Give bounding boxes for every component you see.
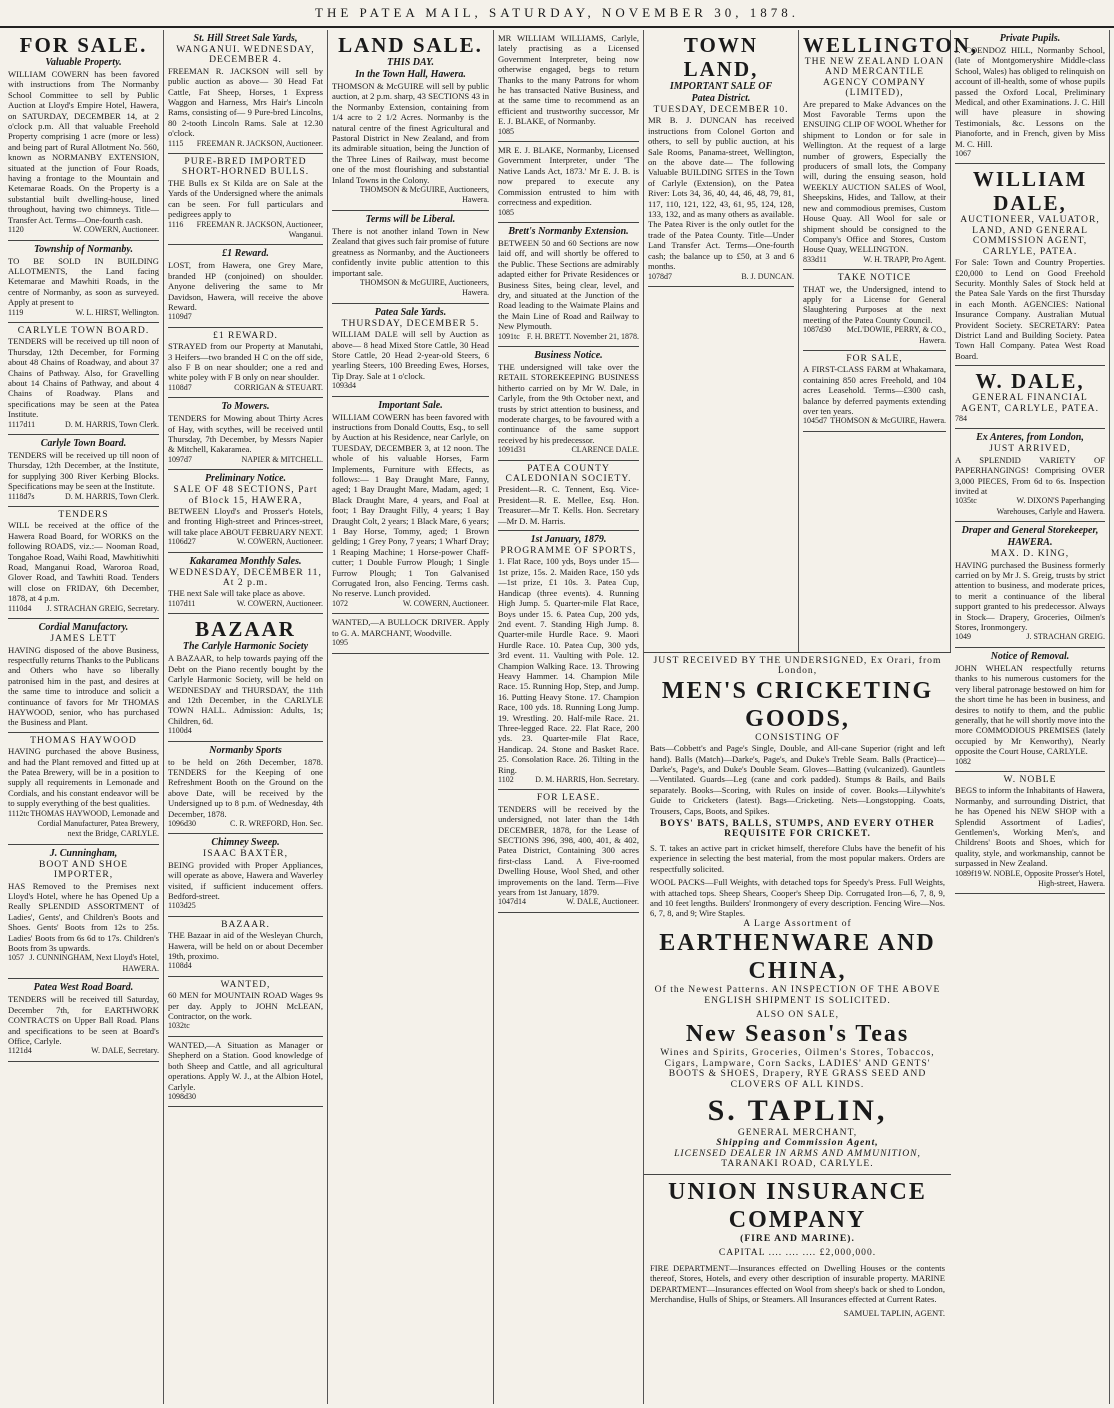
ad-body: TENDERS will be received up till noon of Thursday, 12th December, at the Institute, for supplying 300 River Kerbing Blocks. Specifications may be seen at the Institute.	[8, 450, 159, 492]
ad-heading: Important Sale.	[378, 399, 443, 411]
ad-heading: Patea West Road Board.	[33, 982, 134, 994]
insurance-capital: CAPITAL .... .... .... £2,000,000.	[718, 1247, 877, 1259]
insurance-title: UNION INSURANCE COMPANY	[668, 1179, 927, 1233]
ad-signature: W. COWERN, Auctioneer.	[236, 598, 323, 608]
taplin-role2: Shipping and Commission Agent,	[716, 1137, 879, 1149]
wool-packs: WOOL PACKS—Full Weights, with detached tops for Speedy's Press. Full Weights, with attached tops. Sheep Shears, Cooper's Sheep Dip. Corrugated Iron—6, 7, 8, 9, and 10 feet lengths. Builders' Ironmongery of every description. Fencing Wire—Nos. 6, 7, 8, and 9; Wire Staples.	[650, 877, 945, 919]
ad-body: A BAZAAR, to help towards paying off the Debt on the Piano recently bought by the Carlyle Harmonic Society, will be held on WEDNESDAY and THURSDAY, the 11th and 12th December, in the CARLYLE TOWN HALL. Admission: Adults, 1s; Children, 6d.	[168, 653, 323, 726]
ad-body: WANTED,—A BULLOCK DRIVER. Apply to G. A. MARCHANT, Woodville.	[332, 617, 489, 638]
advertisement	[168, 834, 323, 916]
advertisement	[168, 398, 323, 470]
ad-caps-line: TUESDAY, DECEMBER 10.	[653, 104, 789, 115]
advertisement	[332, 397, 489, 615]
ad-reference-number: 1119	[8, 307, 24, 317]
ad-body: BEGS to inform the Inhabitants of Hawera, Normanby, and surrounding District, that he has Opened his NEW SHOP with a Splendid Assortment of Ladies', Gentlemen's, Working Men's, and Childrens' Boots and Shoes, which for quality, style, and workmanship, cannot be surpassed in New Zealand.	[955, 785, 1105, 869]
advertisement	[955, 429, 1105, 522]
column-1	[4, 30, 164, 1404]
ad-reference-number: 1093d4	[332, 381, 356, 391]
ad-reference-number: 1067	[955, 149, 971, 159]
ad-subtitle: THIS DAY.	[386, 57, 435, 68]
ad-title: FOR SALE.	[19, 33, 148, 57]
advertisement	[803, 270, 946, 351]
ad-body: For Sale: Town and Country Properties. £20,000 to Lend on Good Freehold Security. Monthly Sales of Stock held at the Patea Sale Yards on the first Thursday in each Month. AGENCIES: National Insurance Company. Australian Mutual Provident Society. SECRETARY: Patea District Land and Building Society. Patea Town Hall Company. Patea West Road Board.	[955, 257, 1105, 361]
column-5	[644, 30, 799, 652]
ad-body: THE Bazaar in aid of the Wesleyan Church, Hawera, will be held on or about December 19th, proximo.	[168, 930, 323, 962]
advertisement	[168, 614, 323, 741]
ad-body: President—R. C. Tennent, Esq. Vice-President—R. E. Mellee, Esq. Hon. Treasurer—Mr T. Kells. Hon. Secretary—Mr D. M. Harris.	[498, 484, 639, 526]
ad-body: There is not another inland Town in New Zealand that gives such fair promise of future greatness as Normanby, and the Auctioneers confidently invite public attention to this important sale.	[332, 225, 489, 278]
ad-caps-line: ISAAC BAXTER,	[203, 848, 288, 860]
ad-body: TENDERS will be received up till noon of Thursday, 12th December, for Forming about 48 Chains of Roadway, and about 37 Chains of Pathway. Also, for Gravelling about 14 Chains of Pathway, and about 4 Chains of Roadway. Plans and specifications may be seen at the Patea Institute.	[8, 336, 159, 420]
ad-subtitle: Ex Anteres, from London,	[976, 432, 1084, 444]
ad-reference-number: 1117d11	[8, 419, 36, 429]
cricket-pre: JUST RECEIVED BY THE UNDERSIGNED, Ex Orari, from London,	[653, 655, 942, 677]
union-insurance-ad	[644, 1174, 951, 1404]
ad-heading: Normanby Sports	[209, 744, 282, 756]
cricket-items: Bats—Cobbett's and Page's Single, Double, and All-cane Superior (right and left hand). Balls (Match)—Darke's, Page's, and Duke's Treble Seam. Balls (Practice)—Darke's, Page's, and Duke's Double Seam. Gloves—Batting (vulcanized). Gauntlets—Ventilated. Guards—Leg (cane and cork padded). Stumps & Bails, and Bails separately. Books—Scoring, with Rules on inside of cover. Books—Lilywhite's Guide to Cricketers (latest). Bags—Cricketing. Nets—Longstopping. Coats, Trousers, Caps, Boots, and Spikes.	[650, 743, 945, 816]
ad-heading: Terms will be Liberal.	[365, 213, 456, 225]
ad-body: JOHN WHELAN respectfully returns thanks to his numerous customers for the very liberal patronage bestowed on him for the short time he has been in business, and desires to notify to them, and the public generally, that he will shortly move into the more COMMODIOUS PREMISES (lately occupied by Mr Kenworthy), Nearly opposite the Court House, CARLYLE.	[955, 662, 1105, 757]
ad-signature: W. DALE, Auctioneer.	[566, 897, 639, 907]
ad-heading: J. Cunningham,	[49, 847, 118, 859]
ad-signature: CLARENCE DALE.	[571, 445, 639, 455]
ad-signature: F. H. BRETT. November 21, 1878.	[526, 331, 639, 341]
advertisement	[168, 977, 323, 1037]
ad-body: BEING provided with Proper Appliances, will operate as above, Hawera and Waverley visited, if sufficient inducement offers. Bedford-street.	[168, 859, 323, 901]
ad-signature: CORRIGAN & STEUART.	[234, 382, 323, 392]
ad-signature: W. COWERN, Auctioneer.	[402, 598, 489, 608]
ad-signature: W. COWERN, Auctioneer.	[72, 225, 159, 235]
ad-caps-line: MAX. D. KING,	[990, 548, 1070, 560]
ad-body: MR E. J. BLAKE, Normanby, Licensed Government Interpreter, under 'The Native Lands Act, 1873.' Mr E. J. B. is now prepared to execute any Commission entrusted to him with correctness and expedition.	[498, 145, 639, 208]
column-4	[494, 30, 644, 1404]
advertisement	[955, 648, 1105, 772]
ad-footer	[955, 757, 1105, 767]
ad-reference-number: 1078d7	[648, 271, 672, 281]
column-3	[328, 30, 494, 1404]
ad-body: HAVING purchased the above Business, and had the Plant removed and fitted up at the Patea Brewery, will be in a position to supply all requirements in Lemonade and Cordials, and his constant endeavor will be to supply everything of the best qualities.	[8, 746, 159, 809]
ad-signature: THOMSON & McGUIRE, Auctioneers, Hawera.	[359, 277, 489, 298]
ad-body: WILLIAM COWERN has been favored with instructions from The Normanby School Committee to sell by Public Auction at Lloyd's Empire Hotel, Hawera, on SATURDAY, DECEMBER 14, at 2 o'clock p.m. All that valuable Freehold Property comprising 1 acre (more or less) and being part of Rural Allotment No. 560, known as NORMANBY EXTENSION, situated at the junction of Four Roads, having a frontage to the Mountain and Ketemarae Roads. On the Property is a substantial built dwelling-house, lined throughout, having two chimneys. Title—Transfer Act. Terms—One-fourth cash.	[8, 69, 159, 225]
ad-heading: Patea District.	[691, 93, 751, 104]
ad-reference-number: 784	[955, 413, 967, 423]
ad-reference-number: 1118d7s	[8, 491, 35, 501]
ad-signature: D. M. HARRIS, Town Clerk.	[65, 491, 159, 501]
ad-reference-number: 1098d30	[168, 1091, 196, 1101]
advertisement	[168, 553, 323, 615]
ad-caps-line: PURE-BRED IMPORTED SHORT-HORNED BULLS.	[181, 156, 310, 178]
advertisement	[498, 531, 639, 790]
ad-caps-line: TENDERS	[58, 509, 109, 521]
ad-body: WILLIAM COWERN has been favored with instructions from Donald Coutts, Esq., to sell by Auction at his Residence, near Carlyle, on TUESDAY, DECEMBER 3, at 12 noon. The whole of his valuable Horses, Farm Implements, Furniture with Effects, as follows:— 1 Bay Draught Mare, Fanny, aged; 1 Bay Draught Mare, Madam, aged; 1 Black Draught Mare, 4 years, and Foal at foot; 1 Bay Draught Filly, 4 years; 1 Bay Draught Colt, 2 years; 1 Black Mare, 6 years; 1 Bay Horse, Tommy, aged; 1 Brown gelding; 1 Grey Pony, 7 years; 1 Wharf Dray; 1 Reaping Machine; 1 Horse-power Chaff-cutter; 1 Double Furrow Plough; 1 Single Furrow Plough; 1 Ton Galvanised Corrugated Iron, also Fencing. Terms cash. No reserve. Lunch provided.	[332, 411, 489, 599]
ad-body: TO BE SOLD IN BUILDING ALLOTMENTS, the Land facing Ketemarae and Mawhiti Roads, in the centre of Normanby, as soon as surveyed. Apply at present to	[8, 255, 159, 308]
ad-reference-number: 1108d4	[168, 961, 192, 971]
ad-caps-line: SALE OF 48 SECTIONS, Part of Block 15, HAWERA,	[173, 484, 318, 506]
ad-heading: Private Pupils.	[999, 33, 1061, 44]
ad-signature: D. M. HARRIS, Town Clerk.	[65, 419, 159, 429]
ad-signature: W. DIXON'S Paperhanging Warehouses, Carlyle and Hawera.	[996, 496, 1105, 516]
ad-reference-number: 1115	[168, 138, 184, 148]
ad-signature: W. L. HIRST, Wellington.	[75, 307, 159, 317]
advertisement	[8, 241, 159, 323]
ad-body: J. COENDOZ HILL, Normanby School, (late of Montgomeryshire Middle-class School, Wales) has obliged to relinquish on account of ill-health, some of whose pupils passed the Oxford Local, Preliminary Medical, and other Examinations. J. C. Hill will have pleasure in showing Testimonials, &c. Lessons on the Pianoforte, and in French, given by Miss M. C. Hill.	[955, 45, 1105, 149]
ad-reference-number: 1121d4	[8, 1046, 32, 1056]
ad-body: THE Bulls ex St Kilda are on Sale at the Yards of the Undersigned where the animals can be seen. For full particulars and pedigrees apply to	[168, 177, 323, 220]
ad-footer	[332, 381, 489, 391]
ad-subtitle: The Carlyle Harmonic Society	[182, 641, 309, 653]
ad-body: WILLIAM DALE will sell by Auction as above— 8 head Mixed Store Cattle, 30 Head Store Cattle, 20 Head 2-year-old Steers, 6 yearling Steers, 100 Breeding Ewes, Horses, Tip Dray. Sale at 1 o'clock.	[332, 329, 489, 381]
ad-title: W. DALE,	[975, 369, 1085, 394]
ad-reference-number: 1072	[332, 598, 348, 608]
advertisement	[168, 742, 323, 835]
teas-pre: ALSO ON SALE,	[755, 1008, 840, 1020]
ad-body: FREEMAN R. JACKSON will sell by public auction as above— 30 Head Fat Cattle, Fat Sheep, Horses, 1 Express Waggon and Harness, Mrs Hair's Lincoln Rams, consisting of— 9 Pure-bred Lincolns, 80 2-tooth Lincoln Rams. Sale at 12.30 o'clock.	[168, 65, 323, 139]
ad-reference-number: 1049	[955, 632, 971, 642]
ad-footer	[168, 455, 323, 465]
advertisement	[955, 164, 1105, 366]
ad-caps-line: THE NEW ZEALAND LOAN AND MERCANTILE AGENCY COMPANY (LIMITED),	[804, 56, 945, 99]
ad-caps-line: WEDNESDAY, DECEMBER 11, At 2 p.m.	[169, 566, 322, 589]
ad-reference-number: 1085	[498, 207, 514, 217]
ad-heading: Township of Normanby.	[33, 243, 133, 255]
ad-body: THE undersigned will take over the RETAIL STOREKEEPING BUSINESS hitherto carried on by Mr W. Dale, in Carlyle, from the 9th October next, and trusts by strict attention to business, and moderate charges, to be favoured with a continuance of the same support received by his predecessor.	[498, 361, 639, 445]
ad-body: HAVING disposed of the above Business, respectfully returns Thanks to the Publicans and Others who have so liberally patronised him in the past, and desires at the same time to introduce and solicit a continuance of favors for Mr THOMAS HAYWOOD, senior, who has purchased the Business and Plant.	[8, 644, 159, 728]
ad-title: LAND SALE.	[338, 33, 483, 57]
ad-body: 60 MEN for MOUNTAIN ROAD Wages 9s per day. Apply to JOHN McLEAN, Contractor, on the work.	[168, 990, 323, 1022]
china-title: EARTHENWARE AND CHINA,	[659, 930, 936, 985]
ad-signature: W. H. TRAPP, Pro Agent.	[863, 254, 946, 264]
ad-footer	[168, 1021, 323, 1031]
ad-footer	[332, 638, 489, 648]
ad-heading: In the Town Hall, Hawera.	[355, 69, 466, 80]
advertisement	[168, 328, 323, 398]
masthead: THE PATEA MAIL, SATURDAY, NOVEMBER 30, 1878.	[0, 0, 1114, 28]
advertisement	[648, 30, 794, 287]
ad-title: WELLINGTON,	[803, 33, 979, 57]
advertisement	[8, 979, 159, 1061]
advertisement	[8, 733, 159, 845]
ad-body: TENDERS for Mowing about Thirty Acres of Hay, with scythes, will be received until Thursday, 7th December, by Messrs Napier & Mitchell, Kakaramea.	[168, 413, 323, 455]
ad-signature: THOMSON & McGUIRE, Hawera.	[830, 416, 946, 426]
ad-signature: FREEMAN R. JACKSON, Auctioneer, Wanganui.	[196, 219, 323, 239]
teas-sub: Wines and Spirits, Groceries, Oilmen's Stores, Tobaccos, Cigars, Lampware, Corn Sacks, LADIES' AND GENTS' BOOTS & SHOES, Drapery, RYE GRASS SEED AND CLOVERS OF ALL KINDS.	[660, 1047, 935, 1090]
advertisement	[498, 461, 639, 531]
ad-body: MR WILLIAM WILLIAMS, Carlyle, lately practising as a Licensed Government Interpreter, being now otherwise engaged, begs to return Thanks to the many Patrons for whom he has transacted Native Business, and at the same time to recommend as an efficient and trustworthy successor, Mr E. J. BLAKE, of Normanby.	[498, 33, 639, 127]
advertisement	[955, 522, 1105, 648]
column-2	[164, 30, 328, 1404]
ad-footer	[803, 416, 946, 426]
ad-body: BETWEEN Lloyd's and Prosser's Hotels, and fronting High-street and Princes-street, will take place ABOUT FEBRUARY NEXT.	[168, 506, 323, 537]
ad-body: A SPLENDID VARIETY OF PAPERHANGINGS! Comprising OVER 3,000 PIECES, From 6d to 6s. Inspection invited at	[955, 454, 1105, 496]
china-sub: Of the Newest Patterns. AN INSPECTION OF THE ABOVE ENGLISH SHIPMENT IS SOLICITED.	[654, 984, 941, 1006]
ad-reference-number: 1089f19	[955, 868, 982, 878]
ad-reference-number: 1108d7	[168, 382, 192, 392]
ad-footer	[648, 272, 794, 282]
ad-body: A FIRST-CLASS FARM at Whakamara, containing 850 acres Freehold, and 104 acres Leasehold. Terms—£300 cash, balance by deferred payments extending over ten years.	[803, 364, 946, 416]
ad-reference-number: 1100d4	[168, 726, 192, 736]
ad-caps-line: BOOT AND SHOE IMPORTER,	[38, 858, 129, 881]
ad-footer	[332, 278, 489, 299]
advertisement	[168, 1037, 323, 1107]
advertisement	[332, 614, 489, 653]
ad-signature: W. COWERN, Auctioneer.	[236, 537, 323, 547]
taplin-name: S. TAPLIN,	[707, 1093, 888, 1127]
ad-caps-line: W. NOBLE	[1003, 773, 1057, 785]
insurance-body: FIRE DEPARTMENT—Insurances effected on Dwelling Houses or the contents thereof, Stores, Hotels, and every other description of insurable property. MARINE DEPARTMENT—Insurances effected on Wool from sheep's back or shed to London, Merchandise, Hulls of Ships, or Steamers. All Insurances effected at Current Rates.	[650, 1262, 945, 1305]
ad-reference-number: 1110d4	[8, 603, 32, 613]
ad-signature: W. DALE, Secretary.	[91, 1046, 159, 1056]
ad-caps-line: JUST ARRIVED,	[989, 443, 1071, 455]
ad-footer	[498, 897, 639, 907]
ad-reference-number: 1045d7	[803, 416, 827, 426]
ad-title: WILLIAM DALE,	[972, 167, 1088, 216]
ad-footer	[168, 383, 323, 393]
ad-heading: Cordial Manufactory.	[38, 622, 129, 634]
ad-body: to be held on 26th December, 1878. TENDERS for the Keeping of one Refreshment Booth on the Ground on the above Date, will be received by the Undersigned up to 8 p.m. of Wednesday, 4th December, 1878.	[168, 756, 323, 819]
ad-reference-number: 1091tc	[498, 331, 520, 341]
ad-body: WANTED,—A Situation as Manager or Shepherd on a Station. Good knowledge of both Sheep and Cattle, and all agricultural operations. Apply W. J., at the Albion Hotel, Carlyle.	[168, 1039, 323, 1092]
advertisement	[332, 211, 489, 304]
ad-caps-line: FOR LEASE.	[536, 792, 601, 804]
ad-footer	[168, 139, 323, 149]
ad-subtitle: IMPORTANT SALE OF	[669, 81, 773, 92]
ad-signature: B. J. DUNCAN.	[741, 271, 794, 281]
advertisement	[498, 142, 639, 223]
ad-heading: Patea Sale Yards.	[374, 306, 447, 318]
ad-reference-number: 1109d7	[168, 312, 192, 322]
newspaper-page	[4, 30, 1110, 1404]
ad-reference-number: 1106d27	[168, 537, 196, 547]
ad-body: LOST, from Hawera, one Grey Mare, branded HP (conjoined) on shoulder. Anyone delivering the same to Mr Davidson, Hawera, will receive the above Reward.	[168, 260, 323, 312]
ad-signature: C. R. WREFORD, Hon. Sec.	[230, 818, 323, 828]
taplin-role: GENERAL MERCHANT,	[737, 1126, 858, 1138]
ad-heading: Chimney Sweep.	[211, 837, 280, 849]
ad-body: THOMSON & McGUIRE will sell by public auction, at 2 p.m. sharp, 43 SECTIONS 43 in the Normanby Extension, containing from 1/4 acre to 2 1/2 Acres. Normanby is the natural centre of the finest Agricultural and Pastoral District in New Zealand, and from its admirable situation, being the Junction of the Three Lines of Railway, must become one of the most flourishing and substantial Inland Towns in the Colony.	[332, 81, 489, 185]
ad-heading: Carlyle Town Board.	[40, 438, 127, 449]
ad-footer	[955, 869, 1105, 890]
ad-signature: W. NOBLE, Opposite Prosser's Hotel, High-street, Hawera.	[982, 868, 1105, 888]
ad-subtitle: Valuable Property.	[45, 57, 122, 68]
ad-body: STRAYED from our Property at Manutahi, 3 Heifers—two branded H C on the off side, also F B on near shoulder; one a red and white poley with F B only on near shoulder.	[168, 341, 323, 383]
ad-reference-number: 1103d25	[168, 901, 196, 911]
advertisement	[332, 304, 489, 397]
ad-footer	[955, 414, 1105, 424]
ad-reference-number: 1102	[498, 775, 514, 784]
ad-signature: THOMSON & McGUIRE, Auctioneers, Hawera.	[359, 185, 489, 205]
advertisement	[168, 30, 323, 154]
advertisement	[498, 223, 639, 347]
ad-signature: J. STRACHAN GREIG.	[1026, 632, 1105, 642]
ad-reference-number: 1082	[955, 756, 971, 766]
insurance-sub: (FIRE AND MARINE).	[740, 1233, 855, 1244]
ad-reference-number: 1032tc	[168, 1021, 190, 1031]
ad-caps-line: BAZAAR.	[221, 918, 270, 930]
advertisement	[8, 507, 159, 619]
ad-title: TOWN LAND,	[683, 33, 759, 81]
taplin-address: TARANAKI ROAD, CARLYLE.	[721, 1158, 874, 1170]
ad-subtitle: 1st January, 1879.	[530, 534, 607, 546]
advertisement	[498, 347, 639, 461]
insurance-signature: SAMUEL TAPLIN, AGENT.	[843, 1308, 945, 1319]
ad-footer	[168, 537, 323, 547]
ad-signature: NAPIER & MITCHELL.	[241, 454, 323, 464]
ad-signature: D. M. HARRIS, Hon. Secretary.	[535, 775, 639, 784]
advertisement	[332, 30, 489, 211]
ad-footer	[498, 775, 639, 785]
ad-reference-number: 1120	[8, 225, 24, 235]
ad-body: HAVING purchased the Business formerly carried on by Mr J. S. Greig, trusts by strict attention to business, and moderate prices, to merit a continuance of the liberal support granted to his predecessor. Always in Stock— Drapery, Groceries, Oilmen's Stores, Ironmongery.	[955, 559, 1105, 633]
ad-signature: J. STRACHAN GREIG, Secretary.	[46, 603, 159, 613]
ad-reference-number: 1095	[332, 638, 348, 648]
ad-signature: McL'DOWIE, PERRY, & CO., Hawera.	[846, 325, 946, 345]
advertisement	[8, 323, 159, 435]
ad-reference-number: 1047d14	[498, 897, 526, 907]
advertisement	[8, 30, 159, 241]
ad-caps-line: WANGANUI. WEDNESDAY, DECEMBER 4.	[176, 44, 315, 66]
ad-caps-line: JAMES LETT	[50, 633, 117, 645]
advertisement	[8, 435, 159, 507]
ad-footer	[8, 1046, 159, 1056]
ad-footer	[168, 819, 323, 829]
ad-footer	[8, 809, 159, 840]
ad-reference-number: 1087d30	[803, 325, 831, 335]
ad-caps-line: PROGRAMME OF SPORTS,	[500, 545, 637, 557]
ad-caps-line: WANTED,	[220, 978, 271, 990]
ad-footer	[955, 149, 1105, 159]
ad-heading: Kakaramea Monthly Sales.	[189, 555, 302, 567]
cricketing-goods-ad	[644, 652, 951, 1174]
ad-signature: J. CUNNINGHAM, Next Lloyd's Hotel, HAWERA.	[29, 953, 159, 973]
ad-reference-number: 1085	[498, 126, 514, 136]
ad-footer	[168, 726, 323, 736]
ad-caps-line: THURSDAY, DECEMBER 5.	[341, 317, 480, 329]
ad-footer	[8, 308, 159, 318]
ad-reference-number: 833d11	[803, 254, 827, 264]
ad-body: WILL be received at the office of the Hawera Road Board, for WORKS on the following ROADS, viz.:— Nooman Road, Tongahoe Road, Waihi Road, Mawhitiwhiti Road, Manganui Road, Waroroa Road, Glover Road, and Tawhiti Road. Tenders will close on FRIDAY, 6th December, 1878, at 4 p.m.	[8, 520, 159, 604]
ad-heading: Preliminary Notice.	[204, 473, 287, 485]
ad-footer	[168, 599, 323, 609]
ad-body: TENDERS will be received till Saturday, December 7th, for EARTHWORK CONTRACTS on Upper Ball Road. Plans and specifications to be seen at Board's Office, Carlyle.	[8, 994, 159, 1046]
ad-heading: Brett's Normanby Extension.	[508, 225, 629, 237]
ad-footer	[8, 420, 159, 430]
ad-heading: St. Hill Street Sale Yards,	[193, 33, 298, 44]
ad-body: BETWEEN 50 and 60 Sections are now laid off, and will shortly be offered to the Public. These Sections are admirably adapted either for Private Residences or Business Sites, being clear, level, and dry, and situated at the Junction of the Road leading to the Waimate Plains and the Main Line of Road and Railway to New Plymouth.	[498, 237, 639, 332]
ad-caps-line: CARLYLE TOWN BOARD.	[17, 324, 150, 336]
ad-footer	[498, 208, 639, 218]
ad-body: HAS Removed to the Premises next Lloyd's Hotel, where he has Opened Up a Really SPLENDID ASSORTMENT of Ladies', Gents', and Children's Boots and Shoes. Gents' Boots from 12s to 25s. Ladies' Boots from 6s 6d to 17s. Children's Boots from 3s upwards.	[8, 880, 159, 954]
ad-body: TENDERS will be received by the undersigned, not later than the 14th DECEMBER, 1878, for the Lease of SECTIONS 396, 398, 400, 401, & 402, Patea District, Containing 300 acres first-class Land. A Five-roomed Dwelling House, Wool Shed, and other improvements on the land. Term—Five years from 1st January, 1879.	[498, 803, 639, 898]
ad-footer	[168, 1092, 323, 1102]
ad-heading: Business Notice.	[534, 349, 603, 361]
advertisement	[955, 30, 1105, 164]
ad-footer	[168, 901, 323, 911]
ad-body: THAT we, the Undersigned, intend to apply for a License for General Slaughtering Purposes at the next meeting of the Patea County Council.	[803, 283, 946, 325]
advertisement	[168, 470, 323, 552]
ad-reference-number: 1097d7	[168, 454, 192, 464]
advertisement	[168, 154, 323, 245]
advertisement	[168, 245, 323, 327]
ad-reference-number: 1096d30	[168, 818, 196, 828]
ad-body: 1. Flat Race, 100 yds, Boys under 15—1st prize, 15s. 2. Maiden Race, 150 yds—1st prize, £1 10s. 3. Patea Cup, Handicap (three events). 4. Running High Jump. 5. Quarter-mile Flat Race, Boys under 15. 6. Patea Cup, 200 yds, 2nd event. 7. Standing High Jump. 8. Quarter-mile Hurdle Race. 9. Maori Hurdle Race. 10. Patea Cup, 300 yds, 3rd event. 11. Vaulting with Pole. 12. Champion Walking Race. 13. Throwing Heavy Hammer. 14. Champion Mile Race. 15. Running Hop, Step, and Jump. 16. Putting Heavy Stone. 17. Champion Race, 100 yds. 18. Running Long Jump. 19. Wrestling. 20. Half-mile Race. 21. Three-legged Race. 22. Flat Race, 200 yds. 23. Quarter-mile Flat Race, Handicap. 24. Stone and Basket Race. 25. Consolation Race. 26. Tilting in the Ring.	[498, 556, 639, 775]
ad-caps-line: FOR SALE,	[846, 352, 903, 364]
ad-heading: £1 Reward.	[222, 248, 269, 260]
ad-reference-number: 1057	[8, 953, 24, 963]
ad-heading: To Mowers.	[221, 401, 270, 413]
ad-footer	[955, 496, 1105, 517]
ad-reference-number: 1116	[168, 219, 184, 229]
ad-body: THE next Sale will take place as above.	[168, 588, 305, 599]
ad-footer	[8, 604, 159, 614]
ad-reference-number: 1112tc	[8, 808, 30, 818]
ad-footer	[498, 127, 639, 137]
ad-footer	[8, 953, 159, 974]
ad-caps-line: GENERAL FINANCIAL AGENT, CARLYLE, PATEA.	[960, 392, 1100, 414]
advertisement	[168, 917, 323, 977]
cricket-title: MEN'S CRICKETING GOODS,	[661, 677, 934, 732]
ad-signature: FREEMAN R. JACKSON, Auctioneer.	[196, 138, 323, 148]
ad-footer	[498, 445, 639, 455]
ad-body: Are prepared to Make Advances on the Most Favorable Terms upon the ENSUING CLIP OF WOOL Whether for shipment to London or for sale in Wellington. At the request of a large number of growers, Especially the producers of small lots, the Company will, during the ensuing season, hold WEEKLY AUCTION SALES of Wool, Sheepskins, Hides, and Tallow, at their new and commodious premises, Custom House Quay. All Wool for sale or shipment should be consigned to the Company's Office and Stores, Custom House Quay, WELLINGTON.	[803, 98, 946, 255]
taplin-role3: LICENSED DEALER IN ARMS AND AMMUNITION,	[674, 1147, 921, 1159]
ad-footer	[168, 312, 323, 322]
ad-caps-line: £1 REWARD.	[213, 329, 278, 341]
advertisement	[955, 772, 1105, 894]
ad-body: MR B. J. DUNCAN has received instructions from Colonel Gorton and others, to sell by public auction, at his Sale Rooms, Panama-street, Wellington, on the above date— The following Valuable BUILDING SITES in the Town of Carlyle (Extension), on the Patea River: Lots 34, 36, 40, 44, 46, 48, 79, 81, 117, 110, 121, 122, 43, 61, 95, 124, 128, 133, 132, and as many others as available. The Patea River is the only outlet for the trade of the Patea County. Title—Under Land Transfer Act. Terms—One-fourth cash; the balance up to £50, at 3 and 6 months.	[648, 115, 794, 272]
ad-footer	[803, 255, 946, 265]
ad-footer	[332, 185, 489, 206]
ad-reference-number: 1107d11	[168, 598, 196, 608]
ad-caps-line: AUCTIONEER, VALUATOR, LAND, AND GENERAL COMMISSION AGENT, CARLYLE, PATEA.	[960, 214, 1100, 257]
advertisement	[498, 790, 639, 912]
ad-caps-line: THOMAS HAYWOOD	[30, 734, 137, 746]
ad-footer	[955, 632, 1105, 642]
cricket-sub: CONSISTING OF	[755, 731, 840, 743]
advertisement	[955, 366, 1105, 429]
ad-reference-number: 1035tc	[955, 496, 977, 506]
ad-caps-line: PATEA COUNTY CALEDONIAN SOCIETY.	[505, 462, 632, 485]
cricket-note: S. T. takes an active part in cricket himself, therefore Clubs have the benefit of his experience in selecting the best material, from the most popular makers. Orders are respectfully solicited.	[650, 842, 945, 874]
ad-caps-line: TAKE NOTICE	[837, 272, 912, 284]
ad-footer	[803, 325, 946, 346]
ad-subtitle: Draper and General Storekeeper, HAWERA.	[961, 525, 1099, 549]
ad-footer	[498, 332, 639, 342]
ad-heading: Notice of Removal.	[990, 650, 1070, 662]
ad-reference-number: 1091d31	[498, 445, 526, 455]
advertisement	[803, 351, 946, 432]
cricket-boys: BOYS' BATS, BALLS, STUMPS, AND EVERY OTHER REQUISITE FOR CRICKET.	[660, 818, 935, 840]
ad-footer	[8, 225, 159, 235]
advertisement	[8, 845, 159, 979]
ad-signature: THOMAS HAYWOOD, Lemonade and Cordial Manufacturer, Patea Brewery, next the Bridge, CARLYLE.	[30, 808, 159, 839]
ad-title: BAZAAR	[195, 617, 296, 642]
ad-footer	[332, 599, 489, 609]
column-7	[951, 30, 1110, 1404]
teas-title: New Season's Teas	[685, 1021, 910, 1048]
ad-footer	[168, 220, 323, 241]
ad-footer	[8, 492, 159, 502]
advertisement	[8, 619, 159, 733]
china-pre: A Large Assortment of	[743, 917, 852, 929]
ad-footer	[168, 961, 323, 971]
advertisement	[498, 30, 639, 142]
